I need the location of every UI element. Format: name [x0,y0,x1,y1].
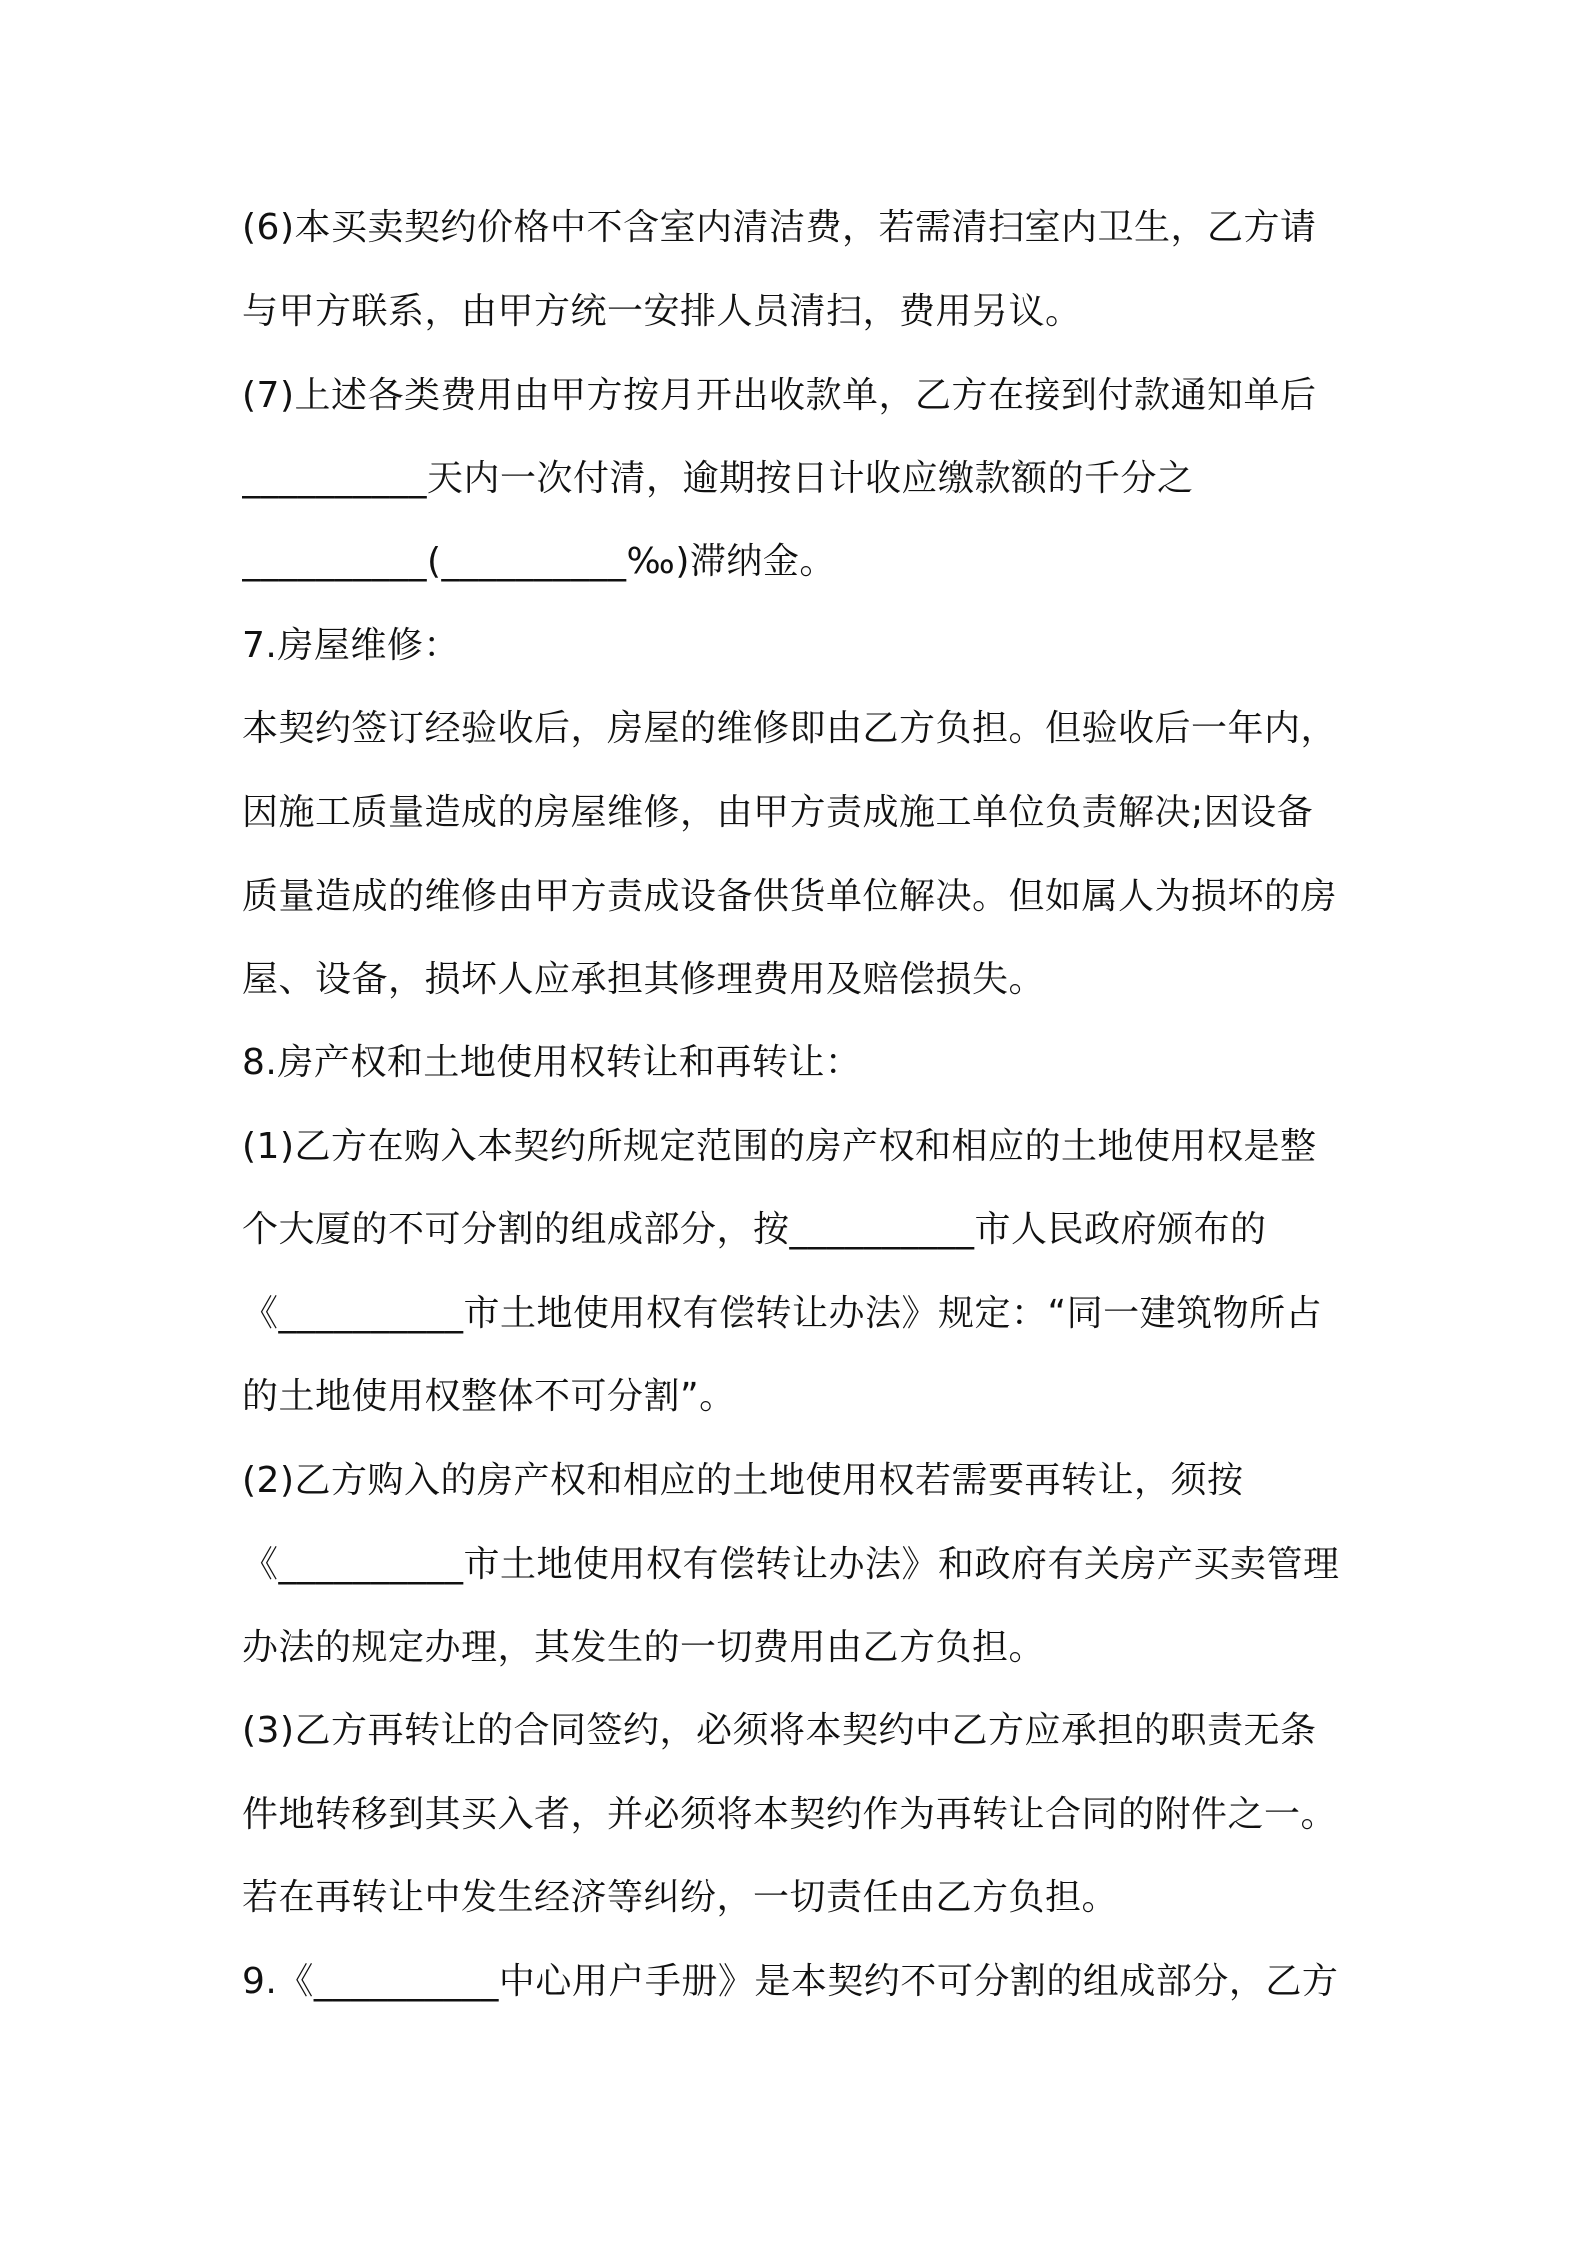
text-line: __________(__________‰)滞纳金。 [242,541,836,582]
text-line: 本契约签订经验收后，房屋的维修即由乙方负担。但验收后一年内， [242,708,1338,749]
text-line: 《__________市土地使用权有偿转让办法》规定：“同一建筑物所占 [242,1293,1323,1334]
text-line: 个大厦的不可分割的组成部分，按__________市人民政府颁布的 [242,1209,1267,1250]
text-line: 与甲方联系，由甲方统一安排人员清扫，费用另议。 [242,291,1082,332]
text-line: (6)本买卖契约价格中不含室内清洁费，若需清扫室内卫生，乙方请 [242,207,1317,248]
text-line: (7)上述各类费用由甲方按月开出收款单，乙方在接到付款通知单后 [242,375,1317,416]
text-line: (3)乙方再转让的合同签约，必须将本契约中乙方应承担的职责无条 [242,1710,1317,1751]
section-heading: 8.房产权和土地使用权转让和再转让： [242,1042,862,1083]
text-line: 办法的规定办理，其发生的一切费用由乙方负担。 [242,1627,1046,1668]
text-line: __________天内一次付清，逾期按日计收应缴款额的千分之 [242,458,1194,499]
text-line: (2)乙方购入的房产权和相应的土地使用权若需要再转让，须按 [242,1460,1244,1501]
text-line: 件地转移到其买入者，并必须将本契约作为再转让合同的附件之一。 [242,1794,1338,1835]
text-line: (1)乙方在购入本契约所规定范围的房产权和相应的土地使用权是整 [242,1126,1317,1167]
text-line: 《__________市土地使用权有偿转让办法》和政府有关房产买卖管理 [242,1544,1340,1585]
text-line: 因施工质量造成的房屋维修，由甲方责成施工单位负责解决;因设备 [242,792,1314,833]
text-line: 的土地使用权整体不可分割”。 [242,1376,736,1417]
text-line: 9.《__________中心用户手册》是本契约不可分割的组成部分，乙方 [242,1961,1339,2002]
text-line: 屋、设备，损坏人应承担其修理费用及赔偿损失。 [242,959,1046,1000]
text-line: 质量造成的维修由甲方责成设备供货单位解决。但如属人为损坏的房 [242,876,1338,917]
section-heading: 7.房屋维修： [242,625,460,666]
text-line: 若在再转让中发生经济等纠纷，一切责任由乙方负担。 [242,1877,1119,1918]
